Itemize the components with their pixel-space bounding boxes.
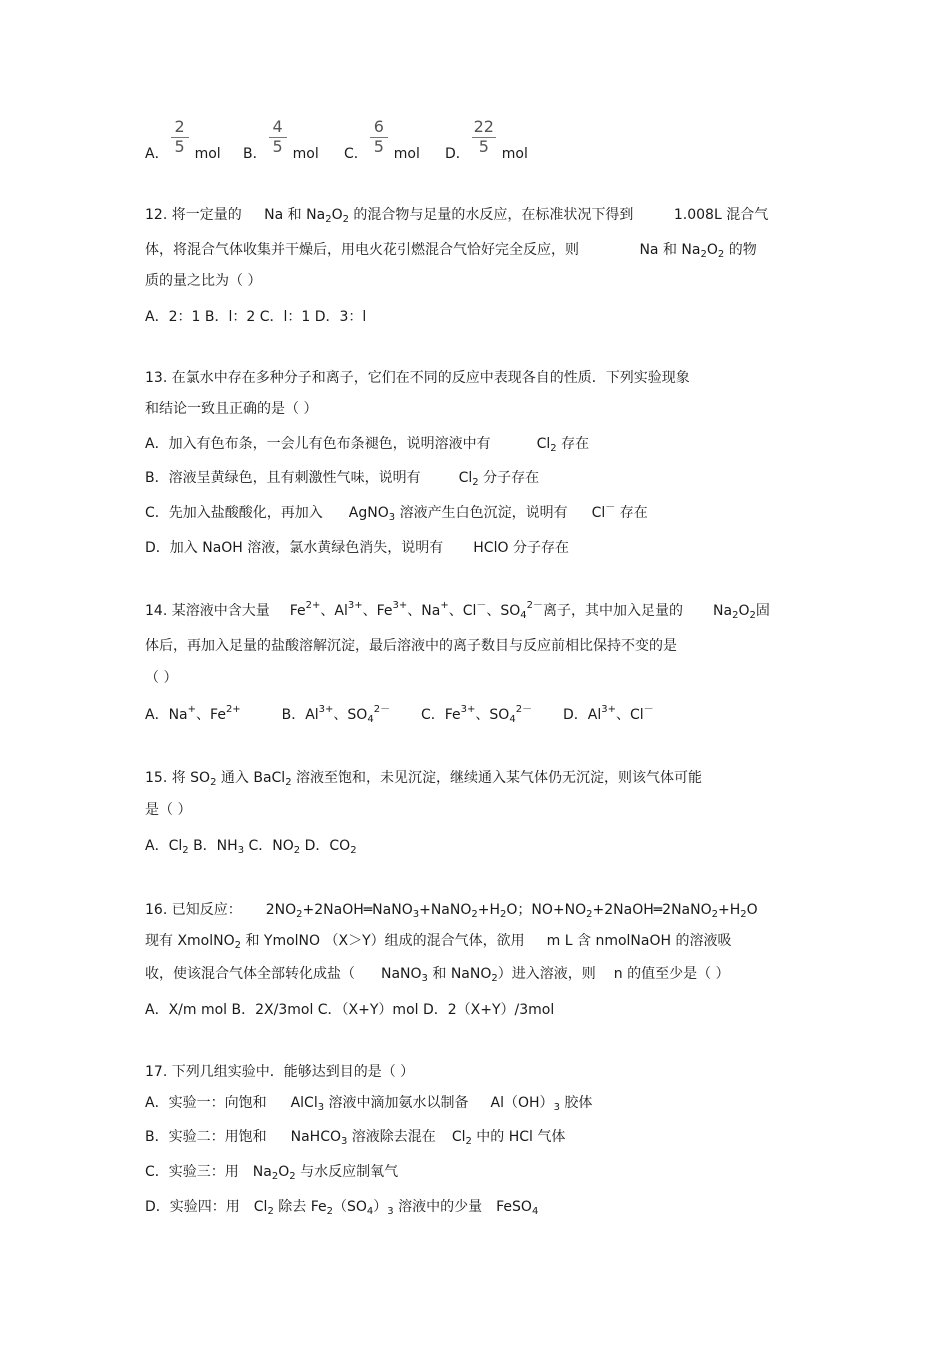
text: 的混合物与足量的水反应，在标准状况下得到 [348, 207, 634, 223]
text: Cl [591, 505, 606, 521]
fraction [470, 118, 498, 158]
text: B．实验二：用饱和 [145, 1129, 267, 1145]
text: 、SO [333, 707, 368, 723]
q12-line-1 [145, 205, 768, 225]
subscript: 3 [237, 845, 245, 856]
subscript: 2 [271, 1171, 279, 1182]
text: D．实验四：用 [145, 1199, 240, 1215]
q17-option-b [145, 1127, 565, 1147]
text: ） [373, 1199, 388, 1215]
q16-line-1 [145, 900, 758, 920]
text: Cl [253, 1199, 268, 1215]
charge: 3+ [460, 704, 476, 715]
subscript: 2 [293, 845, 301, 856]
q11-options [145, 118, 845, 162]
option-label: C． [344, 146, 368, 162]
option-label: B． [243, 146, 267, 162]
subscript: 2 [182, 845, 189, 856]
superscript: － [605, 502, 616, 513]
text: Cl [536, 436, 551, 452]
subscript: 3 [317, 1102, 325, 1113]
ion: Fe [289, 603, 306, 619]
charge: 3+ [392, 600, 408, 611]
text: A．加入有色布条，一会儿有色布条褪色，说明溶液中有 [145, 436, 491, 452]
text: A．Na [145, 707, 188, 723]
q14-line-2: 体后，再加入足量的盐酸溶解沉淀，最后溶液中的离子数目与反应前相比保持不变的是 [145, 638, 677, 654]
subscript: 3 [388, 512, 396, 523]
text: +H [477, 902, 501, 918]
subscript: 2 [285, 777, 292, 788]
text: 胶体 [559, 1095, 593, 1111]
text: 15. 将 SO [145, 770, 211, 786]
text: Na 和 Na [264, 207, 326, 223]
text: 12. 将一定量的 [145, 207, 242, 223]
numerator: 22 [473, 117, 494, 136]
unit: mol [292, 146, 319, 162]
subscript: 4 [366, 1206, 374, 1217]
text: 离子，其中加入足量的 [543, 603, 684, 619]
charge: 2+ [225, 704, 241, 715]
subscript: 2 [472, 477, 479, 488]
q17-option-a [145, 1093, 592, 1113]
text: Na [713, 603, 733, 619]
numerator: 2 [174, 117, 185, 136]
charge: 2－ [526, 600, 544, 611]
q13-line-1: 13. 在氯水中存在多种分子和离子，它们在不同的反应中表现各自的性质．下列实验现象 [145, 370, 690, 386]
q15-line-2: 是（ ） [145, 802, 192, 818]
unit: mol [501, 146, 528, 162]
text: 溶液至饱和，未见沉淀，继续通入某气体仍无沉淀，则该气体可能 [291, 770, 703, 786]
text: C．实验三：用 [145, 1164, 239, 1180]
text: 存在 [615, 505, 648, 521]
text: Na [252, 1164, 272, 1180]
denominator: 5 [373, 137, 384, 156]
charge: 2+ [305, 600, 321, 611]
text: 溶液中滴加氨水以制备 [324, 1095, 469, 1111]
q11-option-b [243, 118, 319, 163]
subscript: 2 [740, 909, 747, 920]
subscript: 4 [367, 714, 374, 725]
fraction [368, 118, 390, 158]
charge: 3+ [318, 704, 334, 715]
text: D．Al [562, 707, 602, 723]
text: C．先加入盐酸酸化，再加入 [145, 505, 323, 521]
denominator: 5 [478, 137, 489, 156]
text: 14. 某溶液中含大量 [145, 603, 270, 619]
text: B．Al [281, 707, 319, 723]
subscript: 2 [210, 777, 217, 788]
text: 溶液除去混在 [347, 1129, 436, 1145]
text: B．NH [188, 838, 238, 854]
text: n 的值至少是（ ） [613, 966, 730, 982]
text: D．加入 NaOH 溶液，氯水黄绿色消失，说明有 [145, 540, 444, 556]
text: C．NO [244, 838, 294, 854]
subscript: 2 [711, 909, 718, 920]
text: Cl [451, 1129, 466, 1145]
text: O [331, 207, 343, 223]
text: NaHCO [290, 1129, 341, 1145]
q17-option-c [145, 1162, 398, 1182]
numerator: 6 [373, 117, 384, 136]
text: O [706, 242, 718, 258]
text: A．Cl [145, 838, 183, 854]
subscript: 4 [520, 610, 527, 621]
text: Cl [458, 470, 473, 486]
q17-option-d [145, 1197, 538, 1217]
charge: － [643, 704, 654, 715]
subscript: 4 [509, 714, 516, 725]
text: +NaNO [419, 902, 472, 918]
q12-options: A．2：1 B．l：2 C．l：1 D．3：l [145, 309, 367, 325]
q11-option-d [445, 118, 528, 163]
text: 固 [755, 603, 770, 619]
text: O [746, 902, 758, 918]
q12-line-3: 质的量之比为（ ） [145, 273, 262, 289]
subscript: 2 [267, 1206, 274, 1217]
charge: 3+ [347, 600, 363, 611]
q14-line-3: （ ） [145, 670, 178, 686]
subscript: 2 [550, 443, 557, 454]
subscript: 3 [421, 973, 428, 984]
subscript: 2 [350, 845, 357, 856]
subscript: 2 [749, 610, 756, 621]
ion: 、Al [320, 603, 348, 619]
q16-line-2 [145, 931, 731, 951]
subscript: 2 [700, 249, 707, 260]
text: 收，使该混合气体全部转化成盐（ [145, 966, 355, 982]
text: （SO [333, 1199, 367, 1215]
text: 除去 Fe [273, 1199, 327, 1215]
text: m L 含 nmolNaOH 的溶液吸 [546, 933, 732, 949]
subscript: 2 [717, 249, 725, 260]
subscript: 2 [326, 1206, 334, 1217]
ion: 、Na [407, 603, 441, 619]
text: FeSO [496, 1199, 532, 1215]
q11-option-a [145, 118, 221, 163]
text: 2NO [265, 902, 297, 918]
option-label: A． [145, 146, 169, 162]
subscript: 2 [289, 1171, 296, 1182]
text: O [738, 603, 750, 619]
text: O [278, 1164, 290, 1180]
text: AlCl [290, 1095, 318, 1111]
q13-option-c [145, 503, 648, 523]
q17-line-1: 17. 下列几组实验中．能够达到目的是（ ） [145, 1064, 415, 1080]
q12-line-2 [145, 240, 757, 260]
text: 中的 HCl 气体 [471, 1129, 566, 1145]
subscript: 2 [234, 940, 242, 951]
text: A．实验一：向饱和 [145, 1095, 267, 1111]
q13-option-b [145, 468, 539, 488]
ion: 、SO [486, 603, 521, 619]
subscript: 3 [412, 909, 420, 920]
q16-line-3 [145, 964, 730, 984]
text: 溶液中的少量 [393, 1199, 483, 1215]
subscript: 2 [465, 1136, 472, 1147]
unit: mol [194, 146, 221, 162]
charge: 2－ [373, 704, 391, 715]
text: C．Fe [420, 707, 461, 723]
text: 通入 BaCl [216, 770, 286, 786]
text: 分子存在 [478, 470, 540, 486]
q13-option-a [145, 434, 589, 454]
text: Na 和 Na [639, 242, 701, 258]
charge: + [187, 704, 197, 715]
subscript: 2 [325, 214, 332, 225]
text: ）进入溶液，则 [497, 966, 596, 982]
charge: + [440, 600, 449, 611]
text: 、SO [475, 707, 510, 723]
charge: 2－ [515, 704, 533, 715]
text: Al（OH） [490, 1095, 554, 1111]
text: O；NO+NO [506, 902, 587, 918]
text: 现有 XmolNO [145, 933, 235, 949]
subscript: 4 [531, 1206, 539, 1217]
subscript: 3 [387, 1206, 394, 1217]
subscript: 2 [471, 909, 478, 920]
ion: 、Cl [448, 603, 477, 619]
text: NaNO [381, 966, 422, 982]
text: 溶液产生白色沉淀，说明有 [395, 505, 568, 521]
denominator: 5 [272, 137, 283, 156]
subscript: 2 [732, 610, 739, 621]
ion: 、Fe [362, 603, 393, 619]
text: B．溶液呈黄绿色，且有刺激性气味，说明有 [145, 470, 421, 486]
text: 16. 已知反应： [145, 902, 242, 918]
q15-options [145, 836, 357, 856]
denominator: 5 [174, 137, 185, 156]
numerator: 4 [272, 117, 283, 136]
text: 存在 [556, 436, 590, 452]
subscript: 2 [491, 973, 498, 984]
charge: 3+ [601, 704, 616, 715]
text: 1.008L 混合气 [673, 207, 769, 223]
fraction [169, 118, 191, 158]
subscript: 2 [296, 909, 303, 920]
text: 的物 [724, 242, 757, 258]
text: HClO 分子存在 [473, 540, 569, 556]
q13-option-d [145, 538, 569, 558]
text: 、Cl [615, 707, 644, 723]
subscript: 2 [586, 909, 593, 920]
text: +2NaOH═NaNO [302, 902, 413, 918]
q11-option-c [344, 118, 420, 163]
text: D．CO [300, 838, 351, 854]
subscript: 2 [342, 214, 349, 225]
text: +2NaOH═2NaNO [592, 902, 712, 918]
text: 体，将混合气体收集并干燥后，用电火花引燃混合气恰好完全反应，则 [145, 242, 579, 258]
text: 和 NaNO [427, 966, 492, 982]
option-label: D． [445, 146, 470, 162]
subscript: 3 [553, 1102, 560, 1113]
fraction [267, 118, 289, 158]
q15-line-1 [145, 768, 702, 788]
q16-options: A．X/m mol B．2X/3mol C．（X+Y）mol D．2（X+Y）/3mol [145, 1002, 555, 1018]
text: AgNO [348, 505, 389, 521]
q13-line-2: 和结论一致且正确的是（ ） [145, 401, 318, 417]
subscript: 2 [500, 909, 507, 920]
charge: － [476, 600, 487, 611]
text: 和 YmolNO （X＞Y）组成的混合气体，欲用 [241, 933, 525, 949]
text: +H [718, 902, 741, 918]
q14-options [145, 705, 654, 725]
unit: mol [393, 146, 420, 162]
text: 、Fe [196, 707, 226, 723]
subscript: 3 [340, 1136, 348, 1147]
q14-line-1 [145, 601, 770, 621]
text: 与水反应制氧气 [295, 1164, 399, 1180]
